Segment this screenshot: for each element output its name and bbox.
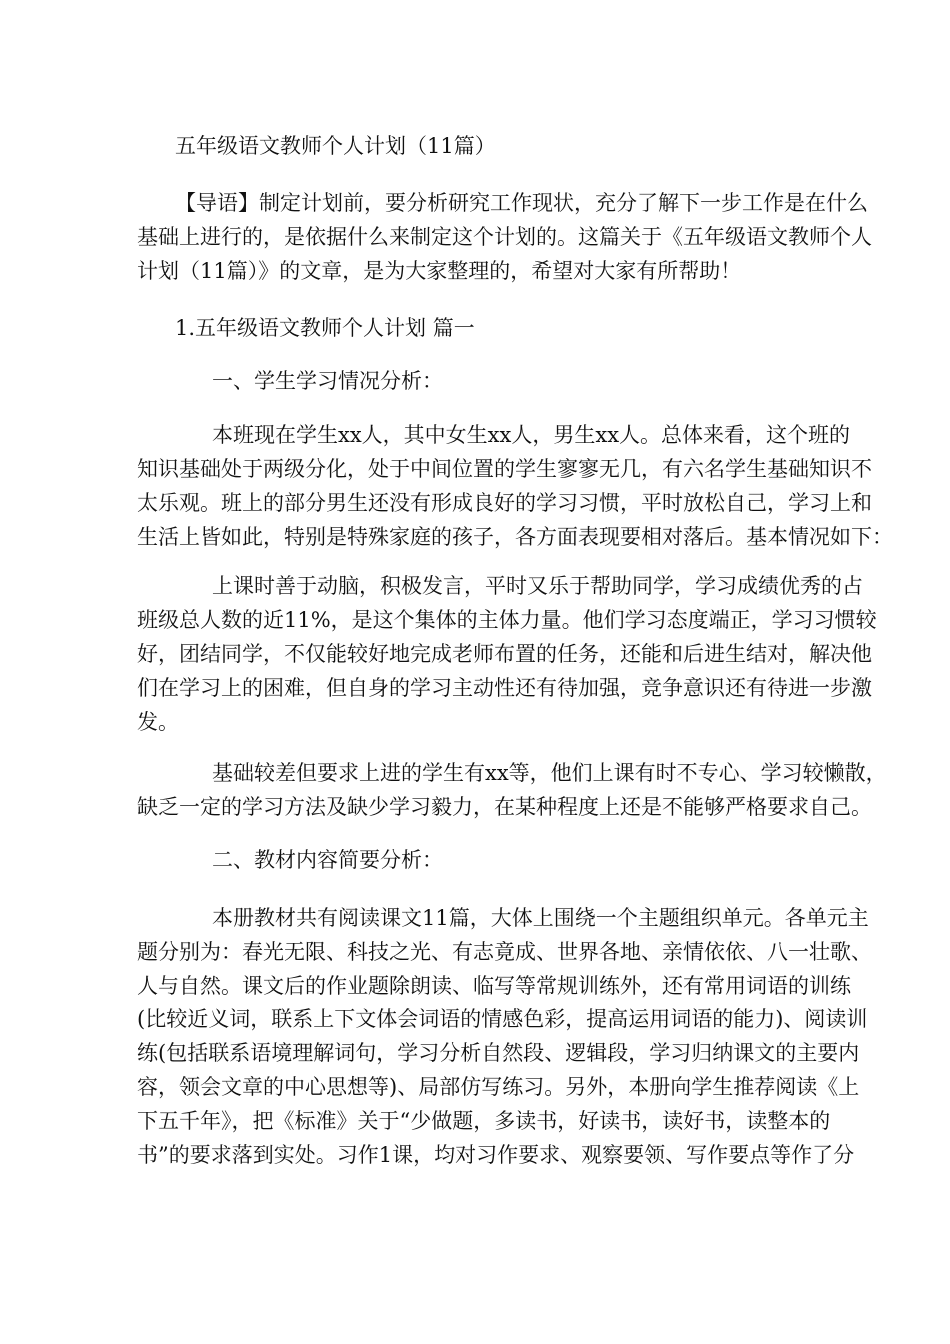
intro-line: 计划（11篇）》的文章，是为大家整理的，希望对大家有所帮助！ [137,259,742,283]
paragraph-line: 本班现在学生xx人，其中女生xx人，男生xx人。总体来看，这个班的 [212,423,851,447]
paragraph-line: 缺乏一定的学习方法及缺少学习毅力，在某种程度上还是不能够严格要求自己。 [137,795,872,819]
paragraph-line: 题分别为：春光无限、科技之光、有志竟成、世界各地、亲情依依、八一壮歌、 [137,940,872,964]
subsection-heading: 二、教材内容简要分析： [212,848,443,872]
paragraph-line: 太乐观。班上的部分男生还没有形成良好的学习习惯，平时放松自己，学习上和 [137,491,872,515]
intro-line: 基础上进行的，是依据什么来制定这个计划的。这篇关于《五年级语文教师个人 [137,225,872,249]
paragraph-line: 本册教材共有阅读课文11篇，大体上围绕一个主题组织单元。各单元主 [212,906,869,930]
paragraph-line: 练(包括联系语境理解词句，学习分析自然段、逻辑段，学习归纳课文的主要内 [137,1041,860,1065]
subsection-heading: 一、学生学习情况分析： [212,369,443,393]
paragraph-line: 下五千年》，把《标准》关于“少做题，多读书，好读书，读好书，读整本的 [137,1109,831,1133]
paragraph-line: 人与自然。课文后的作业题除朗读、临写等常规训练外，还有常用词语的训练 [137,974,851,998]
paragraph-line: 容，领会文章的中心思想等)、局部仿写练习。另外，本册向学生推荐阅读《上 [137,1075,860,1099]
paragraph-line: 们在学习上的困难，但自身的学习主动性还有待加强，竞争意识还有待进一步激 [137,676,872,700]
paragraph-line: 上课时善于动脑，积极发言，平时又乐于帮助同学，学习成绩优秀的占 [212,574,863,598]
paragraph-line: 生活上皆如此，特别是特殊家庭的孩子，各方面表现要相对落后。基本情况如下： [137,525,893,549]
paragraph-line: 书”的要求落到实处。习作1课，均对习作要求、观察要领、写作要点等作了分 [137,1143,855,1167]
paragraph-line: 发。 [137,710,179,734]
paragraph-line: (比较近义词，联系上下文体会词语的情感色彩，提高运用词语的能力)、阅读训 [137,1007,868,1031]
intro-line: 【导语】制定计划前，要分析研究工作现状，充分了解下一步工作是在什么 [175,191,868,215]
document-title: 五年级语文教师个人计划（11篇） [175,134,496,158]
paragraph-line: 好，团结同学，不仅能较好地完成老师布置的任务，还能和后进生结对，解决他 [137,642,872,666]
paragraph-line: 基础较差但要求上进的学生有xx等，他们上课有时不专心、学习较懒散， [212,761,887,785]
paragraph-line: 知识基础处于两级分化，处于中间位置的学生寥寥无几，有六名学生基础知识不 [137,457,872,481]
paragraph-line: 班级总人数的近11%，是这个集体的主体力量。他们学习态度端正，学习习惯较 [137,608,877,632]
section-heading: 1.五年级语文教师个人计划 篇一 [175,316,475,340]
